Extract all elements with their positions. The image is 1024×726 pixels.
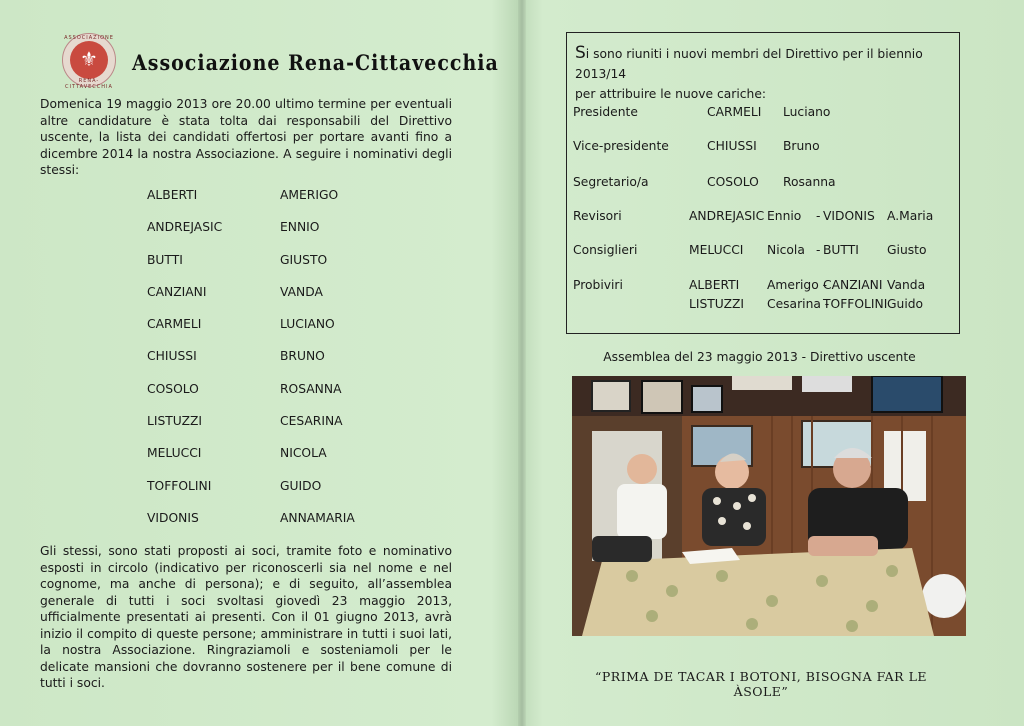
candidate-last-name: CHIUSSI [147,349,197,364]
member-separator: - [816,243,821,257]
heading-line-2: per attribuire le nuove cariche: [575,87,767,101]
role: Segretario/a [573,175,649,189]
candidate-first-name: NICOLA [280,446,327,461]
member-first-name: Ennio [767,209,802,223]
candidate-last-name: CARMELI [147,317,202,332]
candidate-last-name: MELUCCI [147,446,202,461]
seal-bottom-text: RENA-CITTAVECCHIA [65,78,113,90]
member-first-name-2: Vanda [887,278,926,292]
candidate-first-name: BRUNO [280,349,325,364]
candidate-first-name: GUIDO [280,478,322,493]
new-board-box [566,32,960,334]
photo-caption: Assemblea del 23 maggio 2013 - Direttivo uscente [603,350,916,364]
candidate-first-name: LUCIANO [280,317,335,332]
member-last-name: COSOLO [707,175,759,189]
member-last-name-2: VIDONIS [823,209,875,223]
assembly-photo [572,376,966,636]
member-last-name: CARMELI [707,105,762,119]
heading-line-1: i sono riuniti i nuovi membri del Direttivo per il biennio 2013/14 [575,47,923,81]
member-first-name: Luciano [783,105,831,119]
candidate-last-name: COSOLO [147,381,199,396]
member-first-name-2: Giusto [887,243,927,257]
member-last-name-2: BUTTI [823,243,859,257]
role: Revisori [573,209,622,223]
member-last-name: ALBERTI [689,278,740,292]
candidate-last-name: ALBERTI [147,188,198,202]
role: Probiviri [573,278,623,292]
fleur-de-lis-icon: ⚜ [80,47,98,71]
member-last-name-2: CANZIANI [823,278,883,292]
right-page [530,0,1024,726]
member-first-name-2: Guido [887,297,924,311]
member-separator: - [816,209,821,223]
association-title: Associazione Rena-Cittavecchia [132,50,499,76]
closing-paragraph: Gli stessi, sono stati proposti ai soci, tramite foto e nominativo esposti in circolo (indicativo per riconoscerli sia nel nome e nel cognome, ma anche di persona); e di seguito, all’assemblea generale di tutti i soci svoltasi giovedì 23 maggio 2013, ufficialmente presentati ai presenti. Con il 01 giugno 2013, avrà inizio il compito di queste persone; amministrare in tutti i suoi lati, la nostra Associazione. Ringraziamoli e sosteniamoli per le delicate mansioni che dovranno sostenere per il bene comune di tutti i soci. [40,544,452,690]
candidate-first-name: ANNAMARIA [280,510,355,525]
candidate-first-name: ENNIO [280,220,320,235]
member-last-name: LISTUZZI [689,297,745,311]
candidate-last-name: TOFFOLINI [147,478,212,493]
candidate-last-name: BUTTI [147,252,183,267]
candidate-last-name: CANZIANI [147,284,207,299]
page-fold [518,0,526,726]
member-first-name: Rosanna [783,175,836,189]
seal-emblem [70,41,108,79]
role: Presidente [573,105,638,119]
candidate-first-name: CESARINA [280,414,343,429]
closing-motto: “PRIMA DE TACAR I BOTONI, BISOGNA FAR LE ÀSOLE” [595,669,927,699]
seal-top-text: ASSOCIAZIONE [64,35,114,41]
member-first-name: Amerigo - [767,278,828,292]
association-seal-logo [62,33,116,90]
member-last-name: MELUCCI [689,243,744,257]
candidate-first-name: AMERIGO [280,188,339,202]
candidate-first-name: VANDA [280,284,323,299]
member-first-name: Bruno [783,139,820,153]
role: Consiglieri [573,243,638,257]
member-first-name-2: A.Maria [887,209,934,223]
candidate-first-name: GIUSTO [280,252,328,267]
member-last-name: CHIUSSI [707,139,757,153]
board-box-heading [575,43,955,104]
intro-paragraph: Domenica 19 maggio 2013 ore 20.00 ultimo termine per eventuali altre candidature è stata tolta dai responsabili del Direttivo uscente, la lista dei candidati offertosi per portare avanti fino a dicembre 2014 la nostra Associazione. A seguire i nominativi degli stessi: [40,97,452,177]
candidate-first-name: ROSANNA [280,381,342,396]
member-first-name: Nicola [767,243,805,257]
role: Vice-presidente [573,139,669,153]
assembly-photo-drawing [572,376,966,636]
member-last-name: ANDREJASIC [689,209,765,223]
candidate-last-name: LISTUZZI [147,414,203,429]
member-last-name-2: TOFFOLINI [823,297,888,311]
candidate-last-name: ANDREJASIC [147,220,223,235]
candidate-last-name: VIDONIS [147,510,199,525]
drop-letter: S [575,43,586,63]
member-first-name: Cesarina - [767,297,830,311]
